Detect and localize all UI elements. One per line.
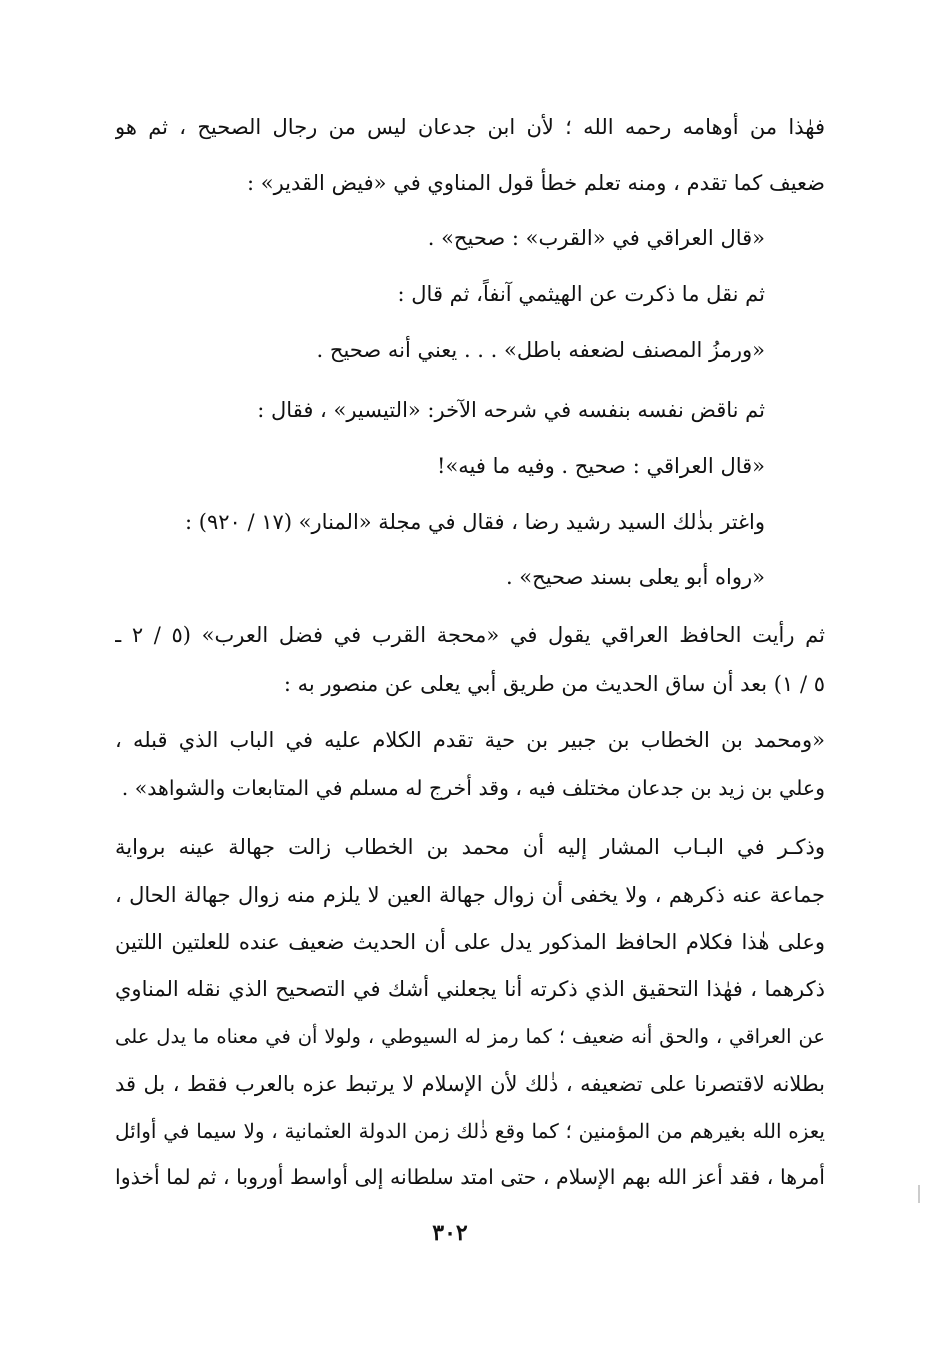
text-line: أمرها ، فقد أعز الله بهم الإسلام ، حتى امتد سلطانه إلى أواسط أوروبا ، ثم لما أخذوا	[115, 1165, 825, 1189]
quote-line: «رواه أبو يعلى بسند صحيح» .	[505, 565, 765, 589]
text-line: ثم ناقض نفسه بنفسه في شرحه الآخر: «التيسير» ، فقال :	[257, 398, 765, 422]
text-line: ضعيف كما تقدم ، ومنه تعلم خطأ قول المناوي في «فيض القدير» :	[246, 171, 825, 195]
text-line: جماعة عنه ذكرهم ، ولا يخفى أن زوال جهالة العين لا يلزم منه زوال جهالة الحال ،	[115, 883, 825, 907]
quote-line: وعلي بن زيد بن جدعان مختلف فيه ، وقد أخرج له مسلم في المتابعات والشواهد» .	[121, 776, 825, 800]
text-line: ثم رأيت الحافظ العراقي يقول في «محجة القرب في فضل العرب» (٥ / ٢ ـ	[115, 623, 825, 647]
text-line: ٥ / ١) بعد أن ساق الحديث من طريق أبي يعلى عن منصور به :	[283, 672, 825, 696]
text-line: واغتر بذٰلك السيد رشيد رضا ، فقال في مجلة «المنار» (١٧ / ٩٢٠) :	[185, 510, 765, 534]
quote-line: «ورمزُ المصنف لضعفه باطل» . . . يعني أنه صحيح .	[316, 338, 765, 362]
text-line: وذكـر في البـاب المشار إليه أن محمد بن الخطاب زالت جهالة عينه برواية	[115, 835, 825, 859]
text-line: ذكرهما ، فهٰذا التحقيق الذي ذكرته أنا يجعلني أشك في التصحيح الذي نقله المناوي	[115, 977, 825, 1001]
text-line: يعزه الله بغيرهم من المؤمنين ؛ كما وقع ذٰلك زمن الدولة العثمانية ، ولا سيما في أوائل	[115, 1119, 825, 1143]
quote-line: «قال العراقي : صحيح . وفيه ما فيه»!	[437, 454, 765, 478]
quote-line: «ومحمد بن الخطاب بن جبير بن حية تقدم الكلام عليه في الباب الذي قبله ،	[115, 728, 825, 752]
text-line: ثم نقل ما ذكرت عن الهيثمي آنفاً، ثم قال :	[397, 282, 765, 306]
text-line: عن العراقي ، والحق أنه ضعيف ؛ كما رمز له السيوطي ، ولولا أن في معناه ما يدل على	[115, 1025, 825, 1048]
quote-line: «قال العراقي في «القرب» : صحيح» .	[427, 226, 765, 250]
text-line: بطلانه لاقتصرنا على تضعيفه ، ذٰلك لأن الإسلام لا يرتبط عزه بالعرب فقط ، بل قد	[115, 1072, 825, 1096]
scan-edge-mark	[918, 1185, 920, 1203]
text-line: فهٰذا من أوهامه رحمه الله ؛ لأن ابن جدعان ليس من رجال الصحيح ، ثم هو	[115, 115, 825, 139]
page-number: ٣٠٢	[432, 1220, 468, 1246]
text-line: وعلى هٰذا فكلام الحافظ المذكور يدل على أن الحديث ضعيف عنده للعلتين اللتين	[115, 930, 825, 954]
